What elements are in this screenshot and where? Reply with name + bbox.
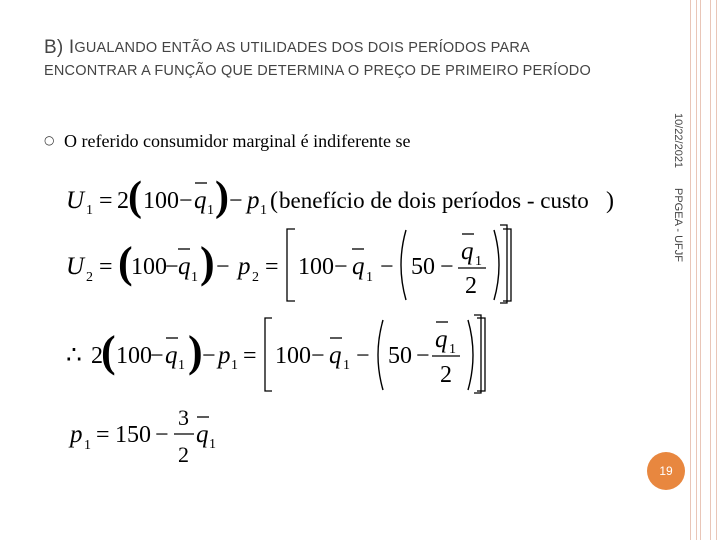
svg-text:−: − (202, 343, 216, 369)
svg-text:1: 1 (449, 342, 456, 357)
eq4-denominator: 2 (178, 442, 189, 467)
svg-text:1: 1 (260, 203, 267, 218)
equation-4 (68, 405, 216, 467)
svg-text:−: − (416, 343, 430, 369)
eq1-hundred: 100 (143, 188, 179, 214)
page-number-badge: 19 (647, 452, 685, 490)
eq4-onefifty: 150 (115, 422, 151, 448)
therefore-symbol: ∴ (66, 342, 82, 369)
equation-1 (66, 174, 614, 220)
svg-text:): ) (200, 238, 215, 287)
svg-text:q: q (352, 253, 365, 280)
svg-text:p: p (70, 421, 83, 448)
svg-text:q: q (196, 421, 209, 448)
svg-text:p: p (247, 187, 260, 214)
svg-text:q: q (178, 253, 191, 280)
bullet-text: O referido consumidor marginal é indiferente se (64, 131, 411, 151)
svg-text:1: 1 (86, 203, 93, 218)
svg-text:U: U (66, 187, 85, 214)
svg-text:−: − (150, 343, 164, 369)
svg-text:−: − (356, 343, 370, 369)
side-date: 10/22/2021 (672, 113, 684, 169)
svg-text:p: p (238, 253, 251, 280)
side-organization: PPGEA - UFJF (672, 188, 684, 262)
eq3-hundred: 100 (116, 343, 152, 369)
eq1-two: 2 (117, 188, 129, 214)
svg-text:(: ( (270, 188, 278, 214)
svg-text:1: 1 (191, 270, 198, 285)
eq2-fifty: 50 (411, 254, 435, 280)
svg-text:=: = (99, 254, 113, 280)
svg-text:q: q (194, 187, 207, 214)
svg-text:−: − (229, 188, 243, 214)
svg-text:(: ( (118, 238, 133, 287)
svg-text:): ) (606, 188, 614, 214)
svg-text:U: U (66, 253, 85, 280)
circle-bullet-icon: ○ (44, 133, 55, 147)
eq4-numerator: 3 (178, 405, 189, 430)
svg-text:−: − (216, 254, 230, 280)
eq3-fifty: 50 (388, 343, 412, 369)
svg-text:): ) (215, 174, 229, 220)
svg-text:q: q (165, 342, 178, 369)
svg-text:1: 1 (231, 358, 238, 373)
svg-text:=: = (96, 422, 110, 448)
svg-text:(: ( (128, 174, 142, 220)
svg-text:): ) (188, 327, 203, 376)
svg-text:1: 1 (209, 437, 216, 452)
svg-text:−: − (334, 254, 348, 280)
title-rest: GUALANDO ENTÃO AS UTILIDADES DOS DOIS PERÍODOS PARA ENCONTRAR A FUNÇÃO QUE DETERMINA O PREÇO DE PRIMEIRO PERÍODO (44, 40, 591, 79)
svg-text:2: 2 (252, 270, 259, 285)
svg-text:=: = (265, 254, 279, 280)
svg-text:−: − (380, 254, 394, 280)
svg-text:q: q (435, 326, 448, 353)
svg-text:1: 1 (366, 270, 373, 285)
eq1-benefit-text: benefício de dois períodos - custo (279, 188, 589, 213)
eq3-denominator: 2 (440, 362, 452, 388)
eq3-hundred-b: 100 (275, 343, 311, 369)
svg-text:q: q (329, 342, 342, 369)
svg-text:(: ( (101, 327, 116, 376)
title-first-letter: B) I (44, 37, 75, 58)
svg-text:=: = (99, 188, 113, 214)
eq2-hundred-b: 100 (298, 254, 334, 280)
svg-text:q: q (461, 238, 474, 265)
equation-2 (66, 225, 511, 303)
svg-text:−: − (311, 343, 325, 369)
svg-text:2: 2 (86, 270, 93, 285)
svg-text:1: 1 (84, 438, 91, 453)
svg-text:−: − (165, 254, 179, 280)
svg-text:=: = (243, 343, 257, 369)
svg-text:1: 1 (207, 203, 214, 218)
svg-text:p: p (218, 342, 231, 369)
svg-text:1: 1 (475, 254, 482, 269)
svg-text:−: − (440, 254, 454, 280)
svg-text:1: 1 (178, 358, 185, 373)
eq2-denominator: 2 (465, 273, 477, 299)
svg-text:−: − (155, 422, 169, 448)
eq2-hundred: 100 (131, 254, 167, 280)
svg-text:1: 1 (343, 358, 350, 373)
equation-3 (66, 315, 485, 393)
svg-text:−: − (179, 188, 193, 214)
eq3-two: 2 (91, 343, 103, 369)
